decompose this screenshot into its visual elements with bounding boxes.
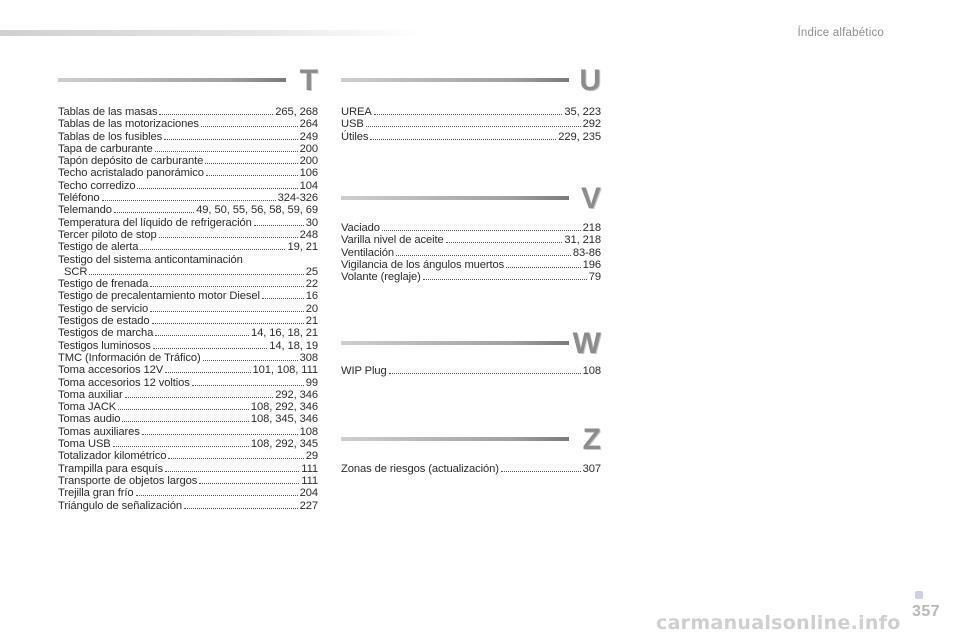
- index-entry-pages: 218: [582, 222, 601, 234]
- index-entry: [58, 155, 318, 167]
- index-entry-pages: 14, 18, 19: [269, 339, 318, 352]
- index-entry: [58, 303, 318, 315]
- index-entry-pages: 108, 345, 346: [250, 413, 318, 426]
- index-entry: [58, 290, 318, 302]
- dot-leader: [159, 229, 298, 238]
- dot-leader: [122, 413, 249, 422]
- dot-leader: [396, 247, 571, 256]
- index-entry-label: Tapa de carburante: [58, 142, 153, 155]
- section-w-letter: W: [572, 327, 601, 360]
- dot-leader: [205, 155, 297, 164]
- index-entry: [58, 229, 318, 241]
- dot-leader: [366, 118, 581, 127]
- section-v-letter: V: [580, 182, 601, 215]
- dot-leader: [199, 475, 299, 484]
- index-entry: [58, 180, 318, 192]
- index-entry: [341, 463, 601, 475]
- page-header-title: Índice alfabético: [797, 27, 884, 39]
- index-entry-pages: 30: [305, 216, 318, 229]
- dot-leader: [446, 234, 563, 243]
- index-entry: [58, 192, 318, 204]
- index-entry-pages: 35, 223: [564, 106, 601, 118]
- index-entry-label: Testigo de frenada: [58, 278, 149, 291]
- header-decor-bar: [0, 30, 420, 36]
- index-entry-label: UREA: [341, 106, 372, 118]
- dot-leader: [164, 131, 297, 140]
- index-entry-label: Triángulo de señalización: [58, 499, 182, 512]
- index-entry-label-continued: SCR: [64, 265, 88, 278]
- section-z-entries: [341, 463, 601, 475]
- index-entry-label: Testigos luminosos: [58, 339, 151, 352]
- index-entry: [58, 450, 318, 462]
- index-entry: [341, 259, 601, 271]
- index-entry-pages: 83-86: [572, 246, 601, 259]
- index-entry-pages: 14, 16, 18, 21: [250, 327, 318, 340]
- dot-leader: [125, 389, 274, 398]
- index-entry-label: Zonas de riesgos (actualización): [341, 463, 499, 475]
- index-entry-label: Toma accesorios 12 voltios: [58, 376, 190, 389]
- dot-leader: [501, 463, 581, 472]
- index-entry: [58, 389, 318, 401]
- index-entry-label: Toma JACK: [58, 401, 117, 414]
- index-entry-label: Testigo de precalentamiento motor Diesel: [58, 290, 260, 303]
- index-entry: [58, 315, 318, 327]
- index-entry-pages: 292: [582, 118, 601, 131]
- dot-leader: [262, 290, 304, 299]
- index-entry-pages: 101, 108, 111: [252, 364, 318, 377]
- section-t-divider: [58, 78, 286, 82]
- index-entry: [341, 222, 601, 234]
- dot-leader: [89, 266, 303, 275]
- section-v-divider: [341, 196, 569, 200]
- dot-leader: [150, 278, 304, 287]
- index-entry-label: Tablas de las masas: [58, 106, 158, 118]
- index-entry-pages: 111: [301, 462, 318, 475]
- index-entry: [58, 438, 318, 450]
- index-entry-label: Ventilación: [341, 246, 395, 259]
- index-entry: [58, 475, 318, 487]
- index-entry: [58, 118, 318, 130]
- index-entry-pages: 108, 292, 345: [250, 438, 318, 451]
- index-entry-pages: 324-326: [277, 192, 318, 205]
- index-entry-label: Trejilla gran frío: [58, 487, 134, 500]
- index-entry-pages: 31, 218: [564, 234, 601, 247]
- dot-leader: [118, 401, 249, 410]
- index-entry-label: Tablas de los fusibles: [58, 130, 163, 143]
- index-entry-label: Toma auxiliar: [58, 388, 123, 401]
- page-number: 357: [912, 603, 941, 620]
- section-t-header: [58, 66, 318, 100]
- index-entry-label: Testigos de estado: [58, 315, 150, 328]
- index-entry: [341, 131, 601, 143]
- index-entry-pages: 99: [305, 376, 318, 389]
- section-w-entries: [341, 365, 601, 377]
- dot-leader: [113, 438, 249, 447]
- dot-leader: [389, 365, 581, 374]
- index-entry-pages: 104: [299, 179, 318, 192]
- dot-leader: [168, 450, 303, 459]
- index-entry-pages: 229, 235: [558, 130, 601, 143]
- index-entry-pages: 20: [305, 302, 318, 315]
- dot-leader: [114, 204, 194, 213]
- section-t-entries: [58, 106, 318, 512]
- dot-leader: [142, 426, 298, 435]
- dot-leader: [201, 118, 298, 127]
- page-number-marker: [915, 591, 923, 599]
- index-entry: [341, 365, 601, 377]
- dot-leader: [155, 143, 298, 152]
- index-entry-label: Trampilla para esquís: [58, 462, 164, 475]
- index-entry-label: WIP Plug: [341, 365, 387, 377]
- index-entry: [341, 118, 601, 130]
- index-entry-label: Toma accesorios 12V: [58, 364, 164, 377]
- index-entry-continuation: [58, 266, 318, 278]
- dot-leader: [184, 500, 298, 509]
- section-u-divider: [341, 78, 569, 82]
- section-z: [341, 425, 601, 475]
- dot-leader: [192, 377, 304, 386]
- index-entry: [58, 143, 318, 155]
- dot-leader: [423, 271, 587, 280]
- index-entry-pages: 108, 292, 346: [250, 401, 318, 414]
- index-entry-pages: 21: [305, 315, 318, 328]
- dot-leader: [150, 303, 304, 312]
- dot-leader: [206, 167, 298, 176]
- index-entry: [58, 340, 318, 352]
- section-u-letter: U: [579, 64, 601, 97]
- index-entry-pages: 108: [582, 365, 601, 377]
- dot-leader: [153, 340, 268, 349]
- index-entry-pages: 196: [582, 258, 601, 271]
- index-entry-label: Vigilancia de los ángulos muertos: [341, 258, 505, 271]
- index-entry: [58, 131, 318, 143]
- index-entry-pages: 264: [299, 118, 318, 131]
- section-t-letter: T: [299, 64, 318, 97]
- index-entry-pages: 49, 50, 55, 56, 58, 59, 69: [196, 204, 318, 217]
- index-entry-pages: 227: [299, 499, 318, 512]
- index-entry: [58, 327, 318, 339]
- index-entry-label: Testigo de alerta: [58, 241, 139, 254]
- index-entry-pages: 249: [299, 130, 318, 143]
- dot-leader: [137, 180, 297, 189]
- dot-leader: [155, 327, 249, 336]
- dot-leader: [254, 217, 304, 226]
- index-entry-label: Telemando: [58, 204, 112, 217]
- index-entry-label: Testigo del sistema anticontaminación: [58, 253, 243, 266]
- dot-leader: [165, 463, 299, 472]
- section-w-divider: [341, 341, 569, 345]
- index-entry-label: Techo acristalado panorámico: [58, 167, 204, 180]
- dot-leader: [374, 106, 563, 115]
- index-entry: [58, 278, 318, 290]
- index-entry: [58, 241, 318, 253]
- dot-leader: [203, 352, 298, 361]
- index-entry: [341, 271, 601, 283]
- index-entry: [341, 106, 601, 118]
- index-entry: [58, 500, 318, 512]
- section-w-header: [341, 329, 601, 363]
- index-entry-pages: 200: [299, 142, 318, 155]
- index-entry-label: Tomas auxiliares: [58, 425, 140, 438]
- section-u: [341, 66, 601, 143]
- dot-leader: [136, 487, 298, 496]
- index-entry: [58, 364, 318, 376]
- index-entry-pages: 16: [305, 290, 318, 303]
- section-z-header: [341, 425, 601, 459]
- dot-leader: [370, 131, 556, 140]
- section-v-entries: [341, 222, 601, 283]
- index-entry-label: Tomas audio: [58, 413, 121, 426]
- dot-leader: [382, 222, 581, 231]
- index-entry-pages: 29: [305, 450, 318, 463]
- index-entry-pages: 204: [299, 487, 318, 500]
- section-z-letter: Z: [582, 423, 601, 456]
- index-entry-pages: 308: [299, 351, 318, 364]
- index-entry-pages: 106: [299, 167, 318, 180]
- index-entry-label: Testigos de marcha: [58, 327, 154, 340]
- index-entry-label: Totalizador kilométrico: [58, 450, 167, 463]
- index-entry-label: Temperatura del líquido de refrigeración: [58, 216, 252, 229]
- index-entry-label: Varilla nivel de aceite: [341, 234, 444, 247]
- section-w: [341, 329, 601, 377]
- index-entry: [58, 167, 318, 179]
- index-entry-label: Vaciado: [341, 222, 380, 234]
- dot-leader: [102, 192, 276, 201]
- index-entry-label: USB: [341, 118, 364, 131]
- index-entry: [341, 234, 601, 246]
- index-entry-pages: 111: [301, 474, 318, 487]
- section-v: [341, 184, 601, 283]
- section-v-header: [341, 184, 601, 218]
- index-entry: [58, 204, 318, 216]
- index-entry-label: Toma USB: [58, 438, 111, 451]
- section-u-header: [341, 66, 601, 100]
- index-entry: [58, 426, 318, 438]
- index-entry-label: Techo corredizo: [58, 179, 136, 192]
- dot-leader: [506, 259, 580, 268]
- index-entry-label: Tercer piloto de stop: [58, 228, 157, 241]
- index-entry: [58, 401, 318, 413]
- section-u-entries: [341, 106, 601, 143]
- index-entry: [58, 352, 318, 364]
- index-entry-label: Teléfono: [58, 192, 100, 205]
- index-entry-label: Volante (reglaje): [341, 271, 421, 284]
- index-entry-pages: 25: [305, 265, 318, 278]
- index-entry: [58, 217, 318, 229]
- index-entry-label: Tapón depósito de carburante: [58, 155, 204, 168]
- dot-leader: [165, 364, 250, 373]
- index-entry-label: TMC (Información de Tráfico): [58, 351, 201, 364]
- index-entry-label: Transporte de objetos largos: [58, 474, 198, 487]
- index-entry-pages: 108: [299, 425, 318, 438]
- index-entry-pages: 307: [582, 463, 601, 475]
- dot-leader: [140, 241, 285, 250]
- index-entry-label: Útiles: [341, 130, 369, 143]
- index-entry-label: Tablas de las motorizaciones: [58, 118, 199, 131]
- section-t: [58, 66, 318, 512]
- index-entry-pages: 19, 21: [287, 241, 318, 254]
- index-entry: [58, 463, 318, 475]
- index-entry-pages: 200: [299, 155, 318, 168]
- watermark-text: carmanualsonline.info: [656, 612, 901, 634]
- index-entry-pages: 248: [299, 228, 318, 241]
- index-entry-label: Testigo de servicio: [58, 302, 149, 315]
- dot-leader: [152, 315, 304, 324]
- index-entry: [58, 487, 318, 499]
- index-entry: [58, 413, 318, 425]
- index-entry-pages: 292, 346: [275, 388, 318, 401]
- index-entry: [58, 254, 318, 279]
- dot-leader: [159, 106, 273, 115]
- index-entry-pages: 22: [305, 278, 318, 291]
- index-entry-pages: 79: [588, 271, 601, 284]
- index-entry: [58, 377, 318, 389]
- index-entry: [341, 247, 601, 259]
- index-entry: [58, 106, 318, 118]
- index-entry-pages: 265, 268: [275, 106, 318, 118]
- section-z-divider: [341, 437, 569, 441]
